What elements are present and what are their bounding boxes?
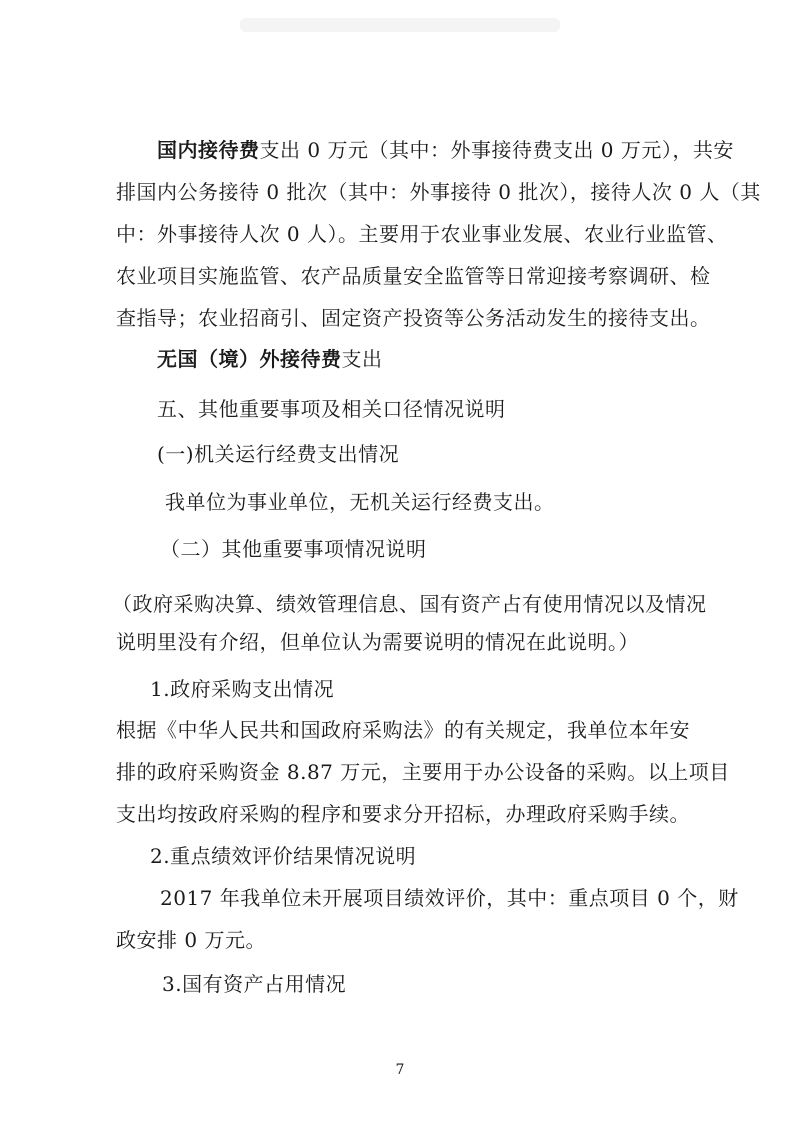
reception-line-1-text: 支出 0 万元（其中：外事接待费支出 0 万元），共安 (259, 138, 734, 162)
item3-title: 3.国有资产占用情况 (162, 972, 347, 996)
sub2-note-line-1: （政府采购决算、绩效管理信息、国有资产占有使用情况以及情况 (112, 592, 707, 616)
reception-line-5: 查指导；农业招商引、固定资产投资等公务活动发生的接待支出。 (116, 306, 711, 330)
sub2-note-line-2: 说明里没有介绍，但单位认为需要说明的情况在此说明。） (116, 630, 639, 654)
reception-line-4: 农业项目实施监管、农产品质量安全监管等日常迎接考察调研、检 (116, 264, 711, 288)
page-number: 7 (395, 1062, 405, 1078)
item2-line-2: 政安排 0 万元。 (116, 928, 266, 952)
sub2-title: （二）其他重要事项情况说明 (160, 537, 427, 561)
item1-line-3: 支出均按政府采购的程序和要求分开招标，办理政府采购手续。 (116, 802, 690, 826)
sub1-title: (一)机关运行经费支出情况 (157, 442, 400, 466)
foreign-rest: 支出 (341, 347, 383, 371)
sub1-body: 我单位为事业单位，无机关运行经费支出。 (165, 490, 555, 514)
item2-line-1: 2017 年我单位未开展项目绩效评价，其中：重点项目 0 个，财 (160, 886, 739, 910)
item2-title: 2.重点绩效评价结果情况说明 (150, 844, 417, 868)
item1-title: 1.政府采购支出情况 (150, 677, 335, 701)
foreign-lead: 无国（境）外接待费 (157, 347, 342, 371)
foreign-reception-line (157, 345, 383, 373)
reception-line-1 (157, 136, 734, 164)
item1-line-2: 排的政府采购资金 8.87 万元，主要用于办公设备的采购。以上项目 (116, 760, 730, 784)
item1-line-1: 根据《中华人民共和国政府采购法》的有关规定，我单位本年安 (116, 718, 690, 742)
reception-line-3: 中：外事接待人次 0 人）。主要用于农业事业发展、农业行业监管、 (116, 222, 728, 246)
section5-title: 五、其他重要事项及相关口径情况说明 (157, 397, 506, 421)
reception-line-2: 排国内公务接待 0 批次（其中：外事接待 0 批次），接待人次 0 人（其 (116, 180, 761, 204)
reception-lead: 国内接待费 (157, 138, 260, 162)
scan-artifact (240, 18, 560, 32)
